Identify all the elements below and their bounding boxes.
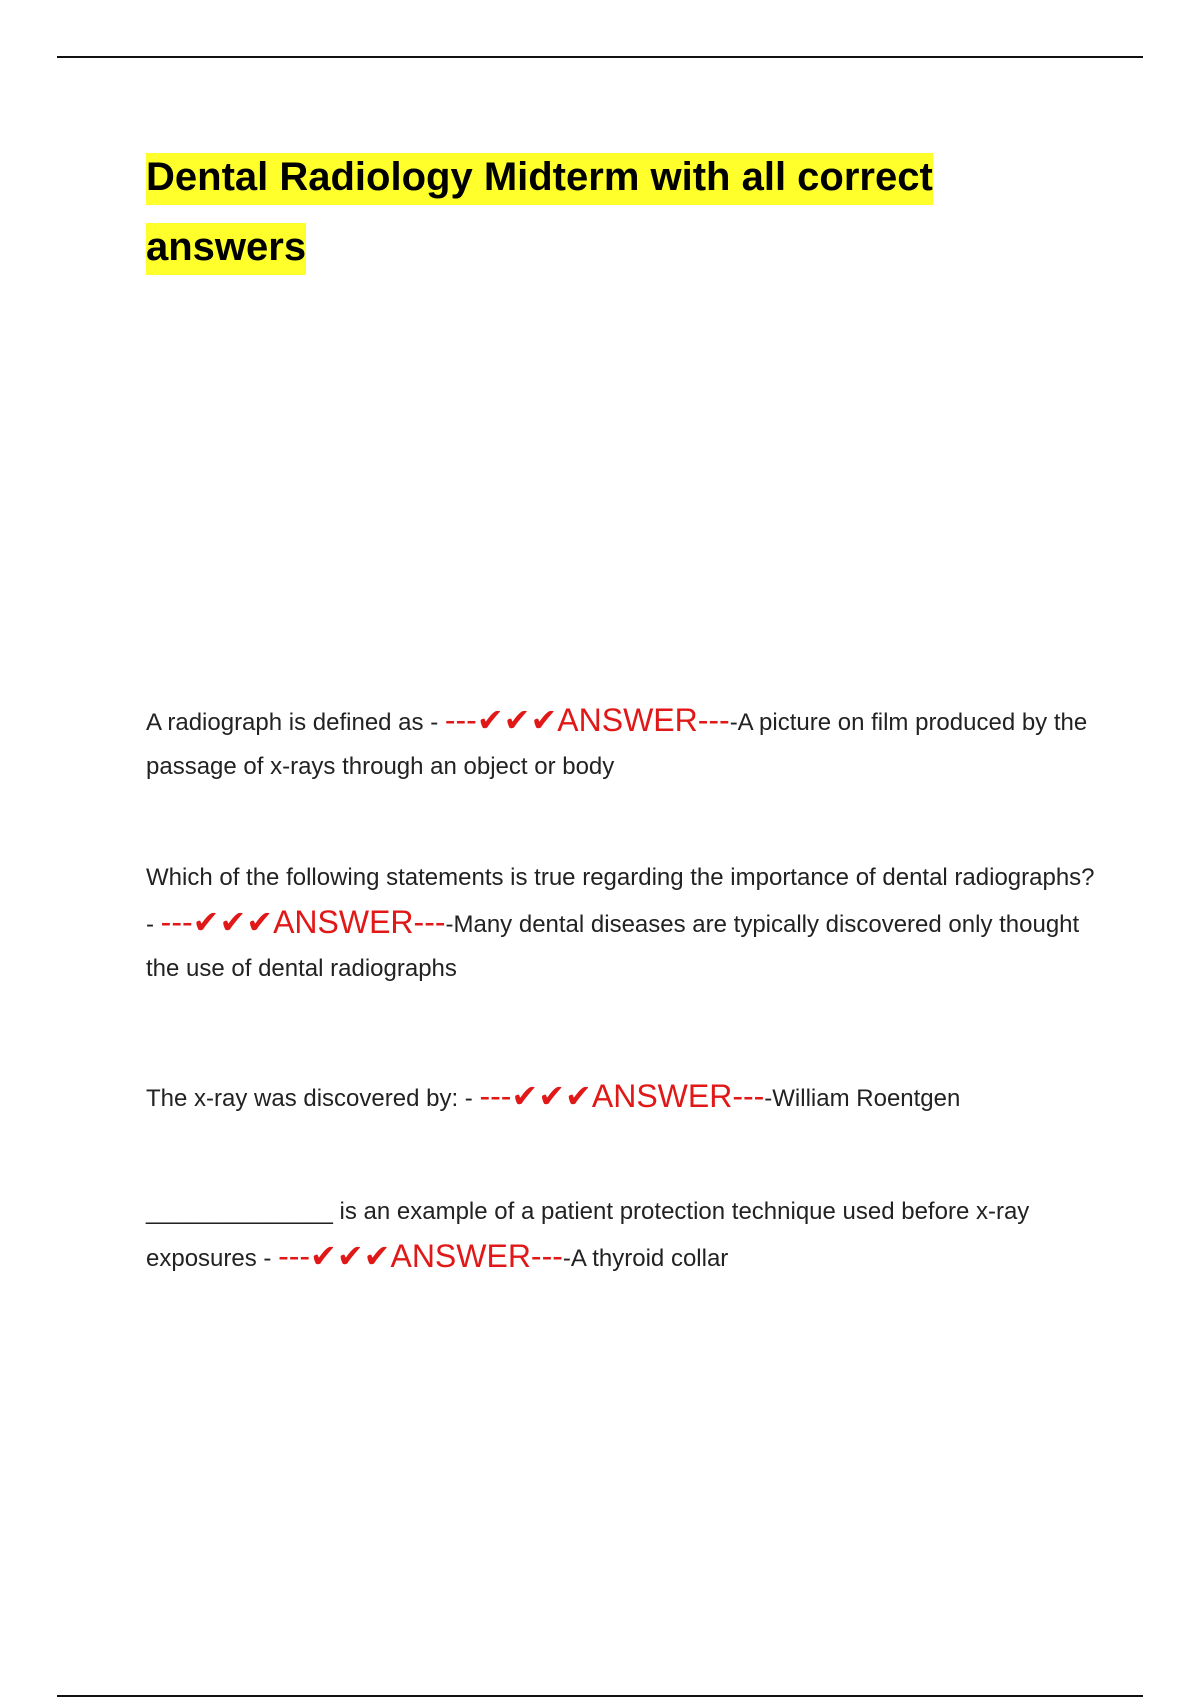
question-text: The x-ray was discovered by: - [146, 1085, 480, 1112]
question-text: Which of the following statements is true regarding the importance of dental radiographs? - [146, 864, 1095, 938]
header-rule [57, 56, 1143, 58]
question-text: A radiograph is defined as - [146, 709, 445, 736]
footer-rule [57, 1695, 1143, 1697]
qa-item [146, 698, 1096, 789]
answer-text: -A thyroid collar [562, 1245, 729, 1272]
document-title [146, 142, 1046, 282]
qa-item [146, 1190, 1096, 1281]
question-text: ______________ is an example of a patient protection technique used before x-ray exposures - [146, 1198, 1030, 1272]
answer-text: -William Roentgen [764, 1085, 961, 1112]
answer-marker: ---✔✔✔ANSWER--- [444, 702, 730, 738]
qa-item [146, 1074, 1096, 1121]
answer-text: -A picture on film produced by the passage of x-rays through an object or body [146, 709, 1088, 780]
title-highlight: Dental Radiology Midterm with all correct answers [146, 153, 933, 275]
answer-marker: ---✔✔✔ANSWER--- [479, 1078, 765, 1114]
qa-item [146, 856, 1096, 991]
answer-text: -Many dental diseases are typically discovered only thought the use of dental radiographs [146, 911, 1080, 982]
answer-marker: ---✔✔✔ANSWER--- [278, 1238, 563, 1274]
answer-marker: ---✔✔✔ANSWER--- [160, 904, 446, 940]
